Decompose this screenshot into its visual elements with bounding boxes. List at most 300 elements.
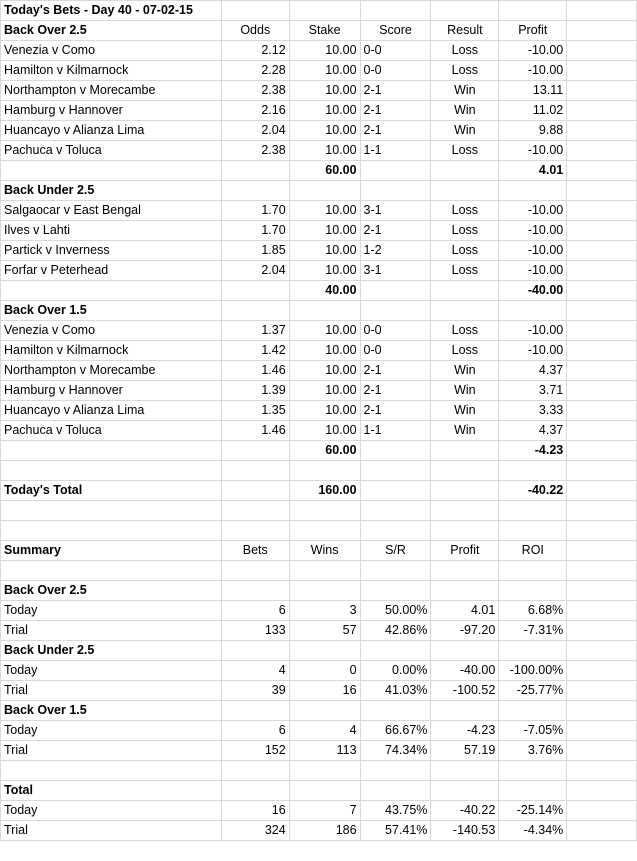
empty-cell[interactable]: [567, 761, 637, 781]
strike-rate[interactable]: 42.86%: [360, 621, 431, 641]
empty-cell[interactable]: [289, 701, 360, 721]
summary-profit[interactable]: -40.00: [431, 661, 499, 681]
summary-profit[interactable]: -97.20: [431, 621, 499, 641]
empty-cell[interactable]: [567, 361, 637, 381]
todays-total-stake[interactable]: 160.00: [289, 481, 360, 501]
stake-value[interactable]: 10.00: [289, 241, 360, 261]
empty-cell[interactable]: [360, 301, 431, 321]
empty-cell[interactable]: [567, 521, 637, 541]
match-name[interactable]: Hamburg v Hannover: [1, 101, 222, 121]
empty-cell[interactable]: [1, 761, 222, 781]
stake-value[interactable]: 10.00: [289, 361, 360, 381]
empty-cell[interactable]: [567, 1, 637, 21]
result-value[interactable]: Win: [431, 121, 499, 141]
odds-value[interactable]: 1.42: [221, 341, 289, 361]
empty-cell[interactable]: [499, 1, 567, 21]
summary-column-header[interactable]: Bets: [221, 541, 289, 561]
bet-row: [1, 261, 637, 281]
match-name[interactable]: Huancayo v Alianza Lima: [1, 121, 222, 141]
summary-column-header[interactable]: Wins: [289, 541, 360, 561]
bets-count[interactable]: 324: [221, 821, 289, 841]
summary-row-label[interactable]: Trial: [1, 821, 222, 841]
bets-count[interactable]: 133: [221, 621, 289, 641]
score-value[interactable]: 2-1: [360, 101, 431, 121]
odds-value[interactable]: 2.16: [221, 101, 289, 121]
odds-value[interactable]: 1.46: [221, 361, 289, 381]
result-value[interactable]: Win: [431, 421, 499, 441]
empty-cell[interactable]: [567, 101, 637, 121]
summary-profit[interactable]: -4.23: [431, 721, 499, 741]
empty-cell[interactable]: [221, 1, 289, 21]
empty-cell[interactable]: [431, 701, 499, 721]
empty-cell[interactable]: [289, 521, 360, 541]
profit-value[interactable]: 11.02: [499, 101, 567, 121]
profit-value[interactable]: 13.11: [499, 81, 567, 101]
empty-cell[interactable]: [567, 481, 637, 501]
summary-column-header[interactable]: Profit: [431, 541, 499, 561]
empty-cell[interactable]: [360, 581, 431, 601]
empty-cell[interactable]: [289, 501, 360, 521]
empty-cell[interactable]: [221, 161, 289, 181]
stake-value[interactable]: 10.00: [289, 261, 360, 281]
roi-value[interactable]: 6.68%: [499, 601, 567, 621]
column-header[interactable]: Odds: [221, 21, 289, 41]
wins-count[interactable]: 113: [289, 741, 360, 761]
section-name[interactable]: Back Over 1.5: [1, 301, 222, 321]
empty-cell[interactable]: [431, 441, 499, 461]
empty-cell[interactable]: [567, 801, 637, 821]
empty-cell[interactable]: [431, 561, 499, 581]
profit-value[interactable]: -10.00: [499, 261, 567, 281]
wins-count[interactable]: 16: [289, 681, 360, 701]
empty-cell[interactable]: [499, 521, 567, 541]
empty-cell[interactable]: [1, 521, 222, 541]
result-value[interactable]: Win: [431, 381, 499, 401]
empty-cell[interactable]: [360, 761, 431, 781]
empty-cell[interactable]: [1, 441, 222, 461]
empty-cell[interactable]: [431, 761, 499, 781]
result-value[interactable]: Win: [431, 101, 499, 121]
stake-value[interactable]: 10.00: [289, 101, 360, 121]
empty-cell[interactable]: [567, 61, 637, 81]
sheet-title[interactable]: Today's Bets - Day 40 - 07-02-15: [1, 1, 222, 21]
odds-value[interactable]: 2.04: [221, 121, 289, 141]
strike-rate[interactable]: 50.00%: [360, 601, 431, 621]
empty-cell[interactable]: [431, 181, 499, 201]
bets-count[interactable]: 152: [221, 741, 289, 761]
empty-cell[interactable]: [289, 761, 360, 781]
empty-cell[interactable]: [221, 301, 289, 321]
empty-cell[interactable]: [567, 461, 637, 481]
bets-count[interactable]: 16: [221, 801, 289, 821]
stake-value[interactable]: 10.00: [289, 321, 360, 341]
profit-value[interactable]: 4.37: [499, 361, 567, 381]
score-value[interactable]: 3-1: [360, 261, 431, 281]
roi-value[interactable]: -100.00%: [499, 661, 567, 681]
empty-cell[interactable]: [567, 141, 637, 161]
empty-cell[interactable]: [360, 561, 431, 581]
section-total-stake[interactable]: 60.00: [289, 441, 360, 461]
result-value[interactable]: Loss: [431, 41, 499, 61]
empty-cell[interactable]: [567, 541, 637, 561]
summary-row-label[interactable]: Trial: [1, 681, 222, 701]
empty-cell[interactable]: [499, 781, 567, 801]
empty-cell[interactable]: [567, 301, 637, 321]
empty-cell[interactable]: [221, 701, 289, 721]
empty-cell[interactable]: [567, 681, 637, 701]
empty-cell[interactable]: [567, 501, 637, 521]
empty-cell[interactable]: [221, 461, 289, 481]
roi-value[interactable]: -4.34%: [499, 821, 567, 841]
empty-cell[interactable]: [567, 821, 637, 841]
odds-value[interactable]: 2.04: [221, 261, 289, 281]
profit-value[interactable]: -10.00: [499, 41, 567, 61]
wins-count[interactable]: 7: [289, 801, 360, 821]
empty-cell[interactable]: [567, 401, 637, 421]
match-name[interactable]: Ilves v Lahti: [1, 221, 222, 241]
empty-cell[interactable]: [360, 641, 431, 661]
score-value[interactable]: 0-0: [360, 61, 431, 81]
stake-value[interactable]: 10.00: [289, 381, 360, 401]
empty-cell[interactable]: [567, 341, 637, 361]
match-name[interactable]: Forfar v Peterhead: [1, 261, 222, 281]
empty-cell[interactable]: [289, 641, 360, 661]
empty-cell[interactable]: [567, 381, 637, 401]
empty-cell[interactable]: [567, 321, 637, 341]
section-name[interactable]: Back Under 2.5: [1, 181, 222, 201]
summary-group-name[interactable]: Back Over 1.5: [1, 701, 222, 721]
match-name[interactable]: Partick v Inverness: [1, 241, 222, 261]
summary-row-label[interactable]: Today: [1, 801, 222, 821]
match-name[interactable]: Hamburg v Hannover: [1, 381, 222, 401]
section-total-stake[interactable]: 40.00: [289, 281, 360, 301]
wins-count[interactable]: 57: [289, 621, 360, 641]
empty-cell[interactable]: [360, 161, 431, 181]
empty-cell[interactable]: [431, 501, 499, 521]
empty-cell[interactable]: [1, 501, 222, 521]
summary-group-name[interactable]: Total: [1, 781, 222, 801]
empty-cell[interactable]: [567, 721, 637, 741]
match-name[interactable]: Hamilton v Kilmarnock: [1, 61, 222, 81]
summary-column-header[interactable]: ROI: [499, 541, 567, 561]
result-value[interactable]: Win: [431, 361, 499, 381]
empty-cell[interactable]: [221, 761, 289, 781]
empty-cell[interactable]: [289, 461, 360, 481]
odds-value[interactable]: 2.28: [221, 61, 289, 81]
score-value[interactable]: 2-1: [360, 361, 431, 381]
result-value[interactable]: Win: [431, 81, 499, 101]
score-value[interactable]: 1-2: [360, 241, 431, 261]
empty-cell[interactable]: [431, 641, 499, 661]
score-value[interactable]: 0-0: [360, 41, 431, 61]
roi-value[interactable]: -7.31%: [499, 621, 567, 641]
summary-group-row: [1, 641, 637, 661]
empty-cell[interactable]: [567, 661, 637, 681]
summary-row-label[interactable]: Today: [1, 601, 222, 621]
empty-cell[interactable]: [221, 481, 289, 501]
summary-profit[interactable]: 4.01: [431, 601, 499, 621]
summary-row-label[interactable]: Today: [1, 721, 222, 741]
column-header[interactable]: Result: [431, 21, 499, 41]
empty-cell[interactable]: [431, 281, 499, 301]
empty-cell[interactable]: [431, 521, 499, 541]
match-name[interactable]: Venezia v Como: [1, 321, 222, 341]
empty-cell[interactable]: [221, 521, 289, 541]
bets-count[interactable]: 6: [221, 721, 289, 741]
match-name[interactable]: Huancayo v Alianza Lima: [1, 401, 222, 421]
match-name[interactable]: Salgaocar v East Bengal: [1, 201, 222, 221]
stake-value[interactable]: 10.00: [289, 41, 360, 61]
summary-profit[interactable]: -40.22: [431, 801, 499, 821]
column-header[interactable]: Score: [360, 21, 431, 41]
empty-cell[interactable]: [360, 281, 431, 301]
empty-cell[interactable]: [431, 161, 499, 181]
empty-cell[interactable]: [289, 561, 360, 581]
empty-cell[interactable]: [567, 421, 637, 441]
stake-value[interactable]: 10.00: [289, 201, 360, 221]
column-header[interactable]: Profit: [499, 21, 567, 41]
empty-cell[interactable]: [360, 781, 431, 801]
odds-value[interactable]: 1.46: [221, 421, 289, 441]
section-total-profit[interactable]: -4.23: [499, 441, 567, 461]
empty-cell[interactable]: [431, 301, 499, 321]
profit-value[interactable]: -10.00: [499, 141, 567, 161]
empty-cell[interactable]: [567, 161, 637, 181]
score-value[interactable]: 2-1: [360, 81, 431, 101]
profit-value[interactable]: 4.37: [499, 421, 567, 441]
empty-cell[interactable]: [567, 621, 637, 641]
empty-row: [1, 521, 637, 541]
section-total-row: [1, 161, 637, 181]
result-value[interactable]: Loss: [431, 221, 499, 241]
strike-rate[interactable]: 66.67%: [360, 721, 431, 741]
odds-value[interactable]: 1.70: [221, 201, 289, 221]
empty-cell[interactable]: [567, 641, 637, 661]
section-total-profit[interactable]: -40.00: [499, 281, 567, 301]
score-value[interactable]: 0-0: [360, 321, 431, 341]
empty-cell[interactable]: [499, 761, 567, 781]
wins-count[interactable]: 186: [289, 821, 360, 841]
result-value[interactable]: Loss: [431, 141, 499, 161]
result-value[interactable]: Loss: [431, 241, 499, 261]
match-name[interactable]: Northampton v Morecambe: [1, 361, 222, 381]
empty-cell[interactable]: [221, 281, 289, 301]
score-value[interactable]: 0-0: [360, 341, 431, 361]
result-value[interactable]: Loss: [431, 61, 499, 81]
empty-cell[interactable]: [567, 261, 637, 281]
odds-value[interactable]: 1.37: [221, 321, 289, 341]
empty-cell[interactable]: [221, 781, 289, 801]
empty-cell[interactable]: [221, 561, 289, 581]
empty-cell[interactable]: [1, 561, 222, 581]
stake-value[interactable]: 10.00: [289, 341, 360, 361]
score-value[interactable]: 2-1: [360, 401, 431, 421]
empty-cell[interactable]: [221, 181, 289, 201]
section-total-profit[interactable]: 4.01: [499, 161, 567, 181]
profit-value[interactable]: -10.00: [499, 201, 567, 221]
empty-cell[interactable]: [1, 161, 222, 181]
empty-cell[interactable]: [499, 581, 567, 601]
summary-profit[interactable]: -140.53: [431, 821, 499, 841]
profit-value[interactable]: -10.00: [499, 221, 567, 241]
stake-value[interactable]: 10.00: [289, 81, 360, 101]
roi-value[interactable]: -7.05%: [499, 721, 567, 741]
empty-cell[interactable]: [360, 701, 431, 721]
profit-value[interactable]: -10.00: [499, 61, 567, 81]
empty-cell[interactable]: [499, 461, 567, 481]
summary-group-name[interactable]: Back Under 2.5: [1, 641, 222, 661]
odds-value[interactable]: 1.85: [221, 241, 289, 261]
sheet-body: [1, 1, 637, 841]
empty-cell[interactable]: [360, 461, 431, 481]
empty-cell[interactable]: [431, 781, 499, 801]
profit-value[interactable]: -10.00: [499, 321, 567, 341]
score-value[interactable]: 1-1: [360, 421, 431, 441]
strike-rate[interactable]: 57.41%: [360, 821, 431, 841]
odds-value[interactable]: 1.39: [221, 381, 289, 401]
empty-cell[interactable]: [360, 481, 431, 501]
empty-cell[interactable]: [431, 581, 499, 601]
result-value[interactable]: Loss: [431, 321, 499, 341]
bets-count[interactable]: 39: [221, 681, 289, 701]
empty-cell[interactable]: [567, 701, 637, 721]
result-value[interactable]: Loss: [431, 261, 499, 281]
odds-value[interactable]: 1.70: [221, 221, 289, 241]
summary-title[interactable]: Summary: [1, 541, 222, 561]
strike-rate[interactable]: 0.00%: [360, 661, 431, 681]
empty-cell[interactable]: [567, 201, 637, 221]
result-value[interactable]: Win: [431, 401, 499, 421]
empty-cell[interactable]: [567, 221, 637, 241]
empty-cell[interactable]: [289, 181, 360, 201]
match-name[interactable]: Venezia v Como: [1, 41, 222, 61]
empty-cell[interactable]: [567, 41, 637, 61]
strike-rate[interactable]: 43.75%: [360, 801, 431, 821]
empty-cell[interactable]: [431, 1, 499, 21]
empty-cell[interactable]: [499, 501, 567, 521]
empty-cell[interactable]: [221, 441, 289, 461]
result-value[interactable]: Loss: [431, 341, 499, 361]
stake-value[interactable]: 10.00: [289, 221, 360, 241]
summary-header-row: [1, 541, 637, 561]
odds-value[interactable]: 2.12: [221, 41, 289, 61]
profit-value[interactable]: 9.88: [499, 121, 567, 141]
summary-row-label[interactable]: Trial: [1, 741, 222, 761]
wins-count[interactable]: 3: [289, 601, 360, 621]
summary-row-label[interactable]: Today: [1, 661, 222, 681]
match-name[interactable]: Northampton v Morecambe: [1, 81, 222, 101]
strike-rate[interactable]: 41.03%: [360, 681, 431, 701]
empty-cell[interactable]: [567, 181, 637, 201]
empty-cell[interactable]: [567, 781, 637, 801]
result-value[interactable]: Loss: [431, 201, 499, 221]
empty-cell[interactable]: [289, 1, 360, 21]
empty-cell[interactable]: [360, 521, 431, 541]
profit-value[interactable]: -10.00: [499, 341, 567, 361]
empty-cell[interactable]: [499, 301, 567, 321]
empty-cell[interactable]: [360, 501, 431, 521]
empty-cell[interactable]: [567, 281, 637, 301]
summary-profit[interactable]: -100.52: [431, 681, 499, 701]
strike-rate[interactable]: 74.34%: [360, 741, 431, 761]
empty-cell[interactable]: [499, 181, 567, 201]
empty-cell[interactable]: [221, 501, 289, 521]
section-total-stake[interactable]: 60.00: [289, 161, 360, 181]
summary-column-header[interactable]: S/R: [360, 541, 431, 561]
column-header[interactable]: Stake: [289, 21, 360, 41]
score-value[interactable]: 2-1: [360, 381, 431, 401]
wins-count[interactable]: 4: [289, 721, 360, 741]
profit-value[interactable]: 3.33: [499, 401, 567, 421]
section-name[interactable]: Back Over 2.5: [1, 21, 222, 41]
empty-cell[interactable]: [360, 441, 431, 461]
empty-cell[interactable]: [221, 581, 289, 601]
bets-count[interactable]: 4: [221, 661, 289, 681]
empty-cell[interactable]: [499, 561, 567, 581]
empty-cell[interactable]: [1, 281, 222, 301]
empty-cell[interactable]: [499, 701, 567, 721]
empty-cell[interactable]: [567, 121, 637, 141]
score-value[interactable]: 2-1: [360, 121, 431, 141]
stake-value[interactable]: 10.00: [289, 401, 360, 421]
todays-total-profit[interactable]: -40.22: [499, 481, 567, 501]
odds-value[interactable]: 2.38: [221, 81, 289, 101]
empty-cell[interactable]: [567, 601, 637, 621]
empty-cell[interactable]: [431, 461, 499, 481]
summary-row-label[interactable]: Trial: [1, 621, 222, 641]
stake-value[interactable]: 10.00: [289, 141, 360, 161]
empty-cell[interactable]: [567, 581, 637, 601]
empty-cell[interactable]: [567, 741, 637, 761]
wins-count[interactable]: 0: [289, 661, 360, 681]
match-name[interactable]: Hamilton v Kilmarnock: [1, 341, 222, 361]
score-value[interactable]: 3-1: [360, 201, 431, 221]
empty-cell[interactable]: [567, 21, 637, 41]
empty-cell[interactable]: [360, 1, 431, 21]
todays-total-label[interactable]: Today's Total: [1, 481, 222, 501]
empty-cell[interactable]: [567, 561, 637, 581]
empty-cell[interactable]: [567, 241, 637, 261]
summary-profit[interactable]: 57.19: [431, 741, 499, 761]
empty-cell[interactable]: [289, 581, 360, 601]
match-name[interactable]: Pachuca v Toluca: [1, 141, 222, 161]
profit-value[interactable]: 3.71: [499, 381, 567, 401]
bets-count[interactable]: 6: [221, 601, 289, 621]
summary-group-name[interactable]: Back Over 2.5: [1, 581, 222, 601]
empty-cell[interactable]: [289, 301, 360, 321]
stake-value[interactable]: 10.00: [289, 61, 360, 81]
odds-value[interactable]: 1.35: [221, 401, 289, 421]
stake-value[interactable]: 10.00: [289, 121, 360, 141]
match-name[interactable]: Pachuca v Toluca: [1, 421, 222, 441]
score-value[interactable]: 1-1: [360, 141, 431, 161]
empty-cell[interactable]: [499, 641, 567, 661]
odds-value[interactable]: 2.38: [221, 141, 289, 161]
profit-value[interactable]: -10.00: [499, 241, 567, 261]
empty-cell[interactable]: [221, 641, 289, 661]
roi-value[interactable]: -25.77%: [499, 681, 567, 701]
empty-cell[interactable]: [431, 481, 499, 501]
score-value[interactable]: 2-1: [360, 221, 431, 241]
empty-cell[interactable]: [567, 441, 637, 461]
empty-cell[interactable]: [1, 461, 222, 481]
empty-cell[interactable]: [567, 81, 637, 101]
empty-cell[interactable]: [360, 181, 431, 201]
roi-value[interactable]: -25.14%: [499, 801, 567, 821]
empty-cell[interactable]: [289, 781, 360, 801]
stake-value[interactable]: 10.00: [289, 421, 360, 441]
roi-value[interactable]: 3.76%: [499, 741, 567, 761]
